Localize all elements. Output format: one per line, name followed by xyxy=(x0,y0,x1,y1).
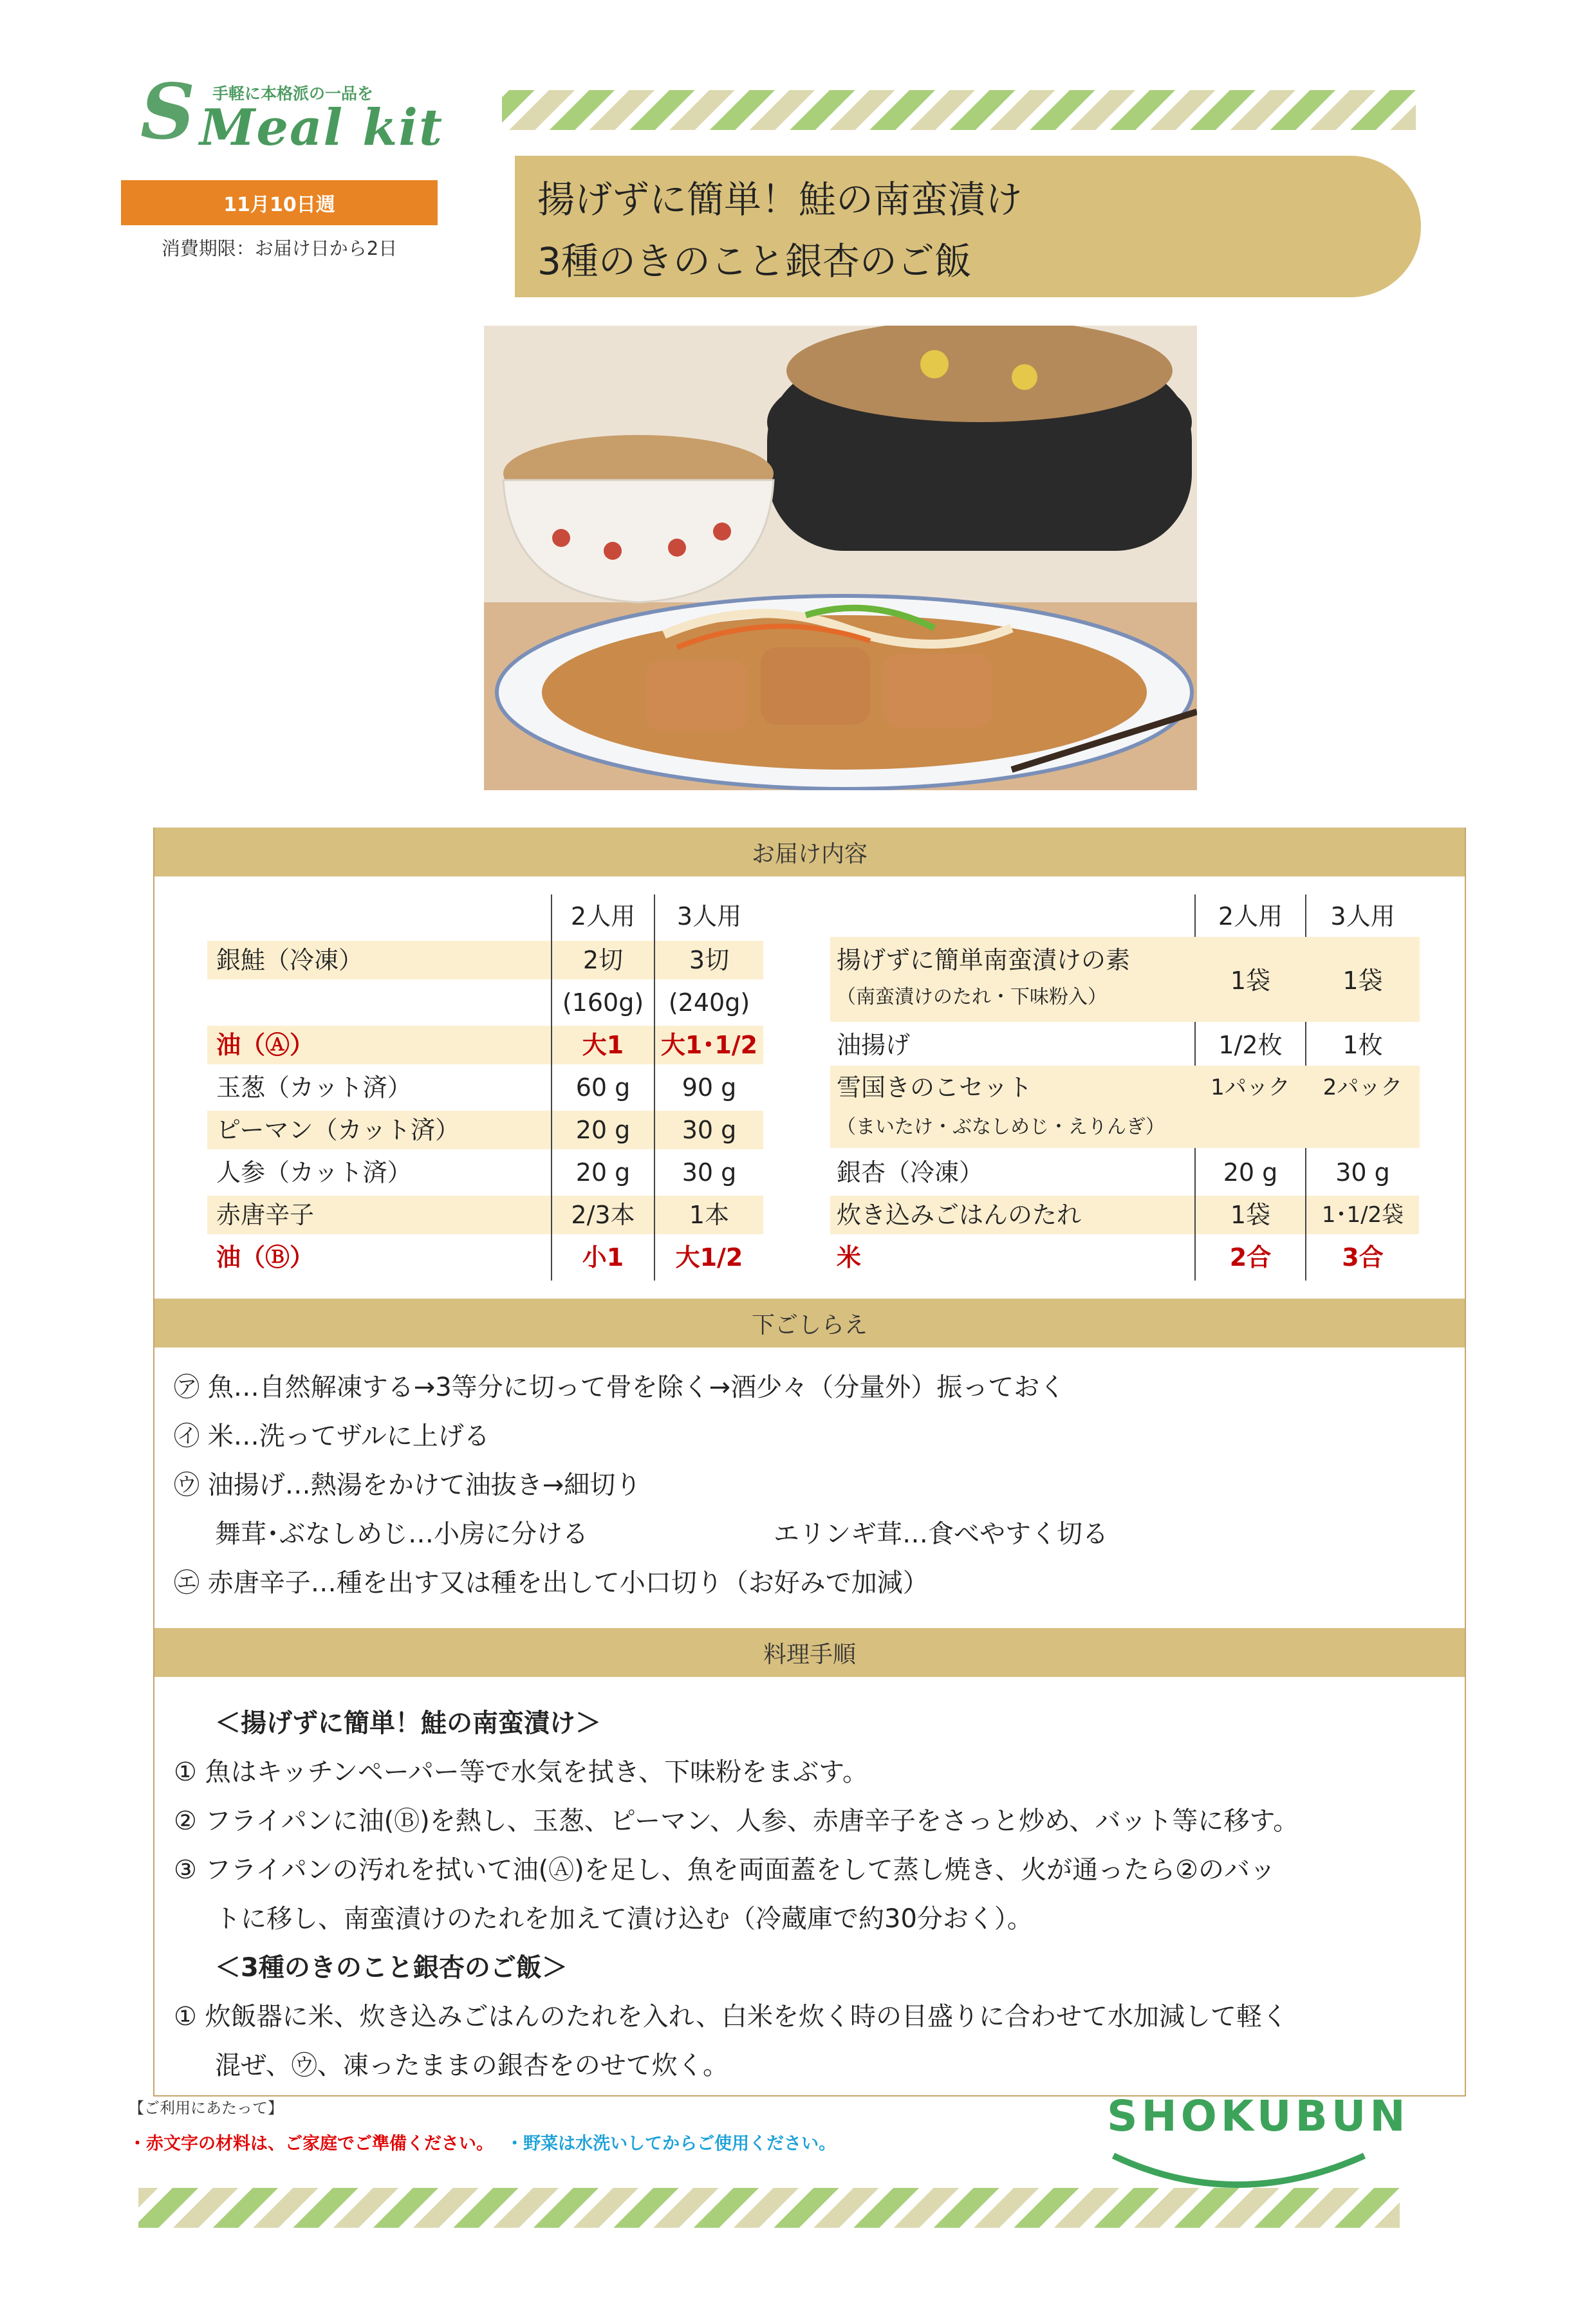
amount-2: 1/2枚 xyxy=(1218,1031,1283,1059)
amount-3: 30 g xyxy=(682,1158,737,1187)
amount-3: 1枚 xyxy=(1342,1031,1383,1059)
step-line: ③ フライパンの汚れを拭いて油(Ⓐ)を足し、魚を両面蓋をして蒸し焼き、火が通ったら②のバッ xyxy=(174,1855,1276,1885)
amount-3: 30 g xyxy=(655,1111,763,1149)
amount-3: 1本 xyxy=(655,1196,763,1234)
title-line-1: 揚げずに簡単！鮭の南蛮漬け xyxy=(537,178,1023,221)
amount-2: 小1 xyxy=(582,1243,624,1272)
prep-line: ㋑ 米…洗ってザルに上げる xyxy=(174,1421,490,1451)
left-header-3: 3人用 xyxy=(676,902,742,930)
notes-heading: 【ご利用にあたって】 xyxy=(129,2099,283,2117)
contents-heading: お届け内容 xyxy=(153,828,1466,876)
recipe-subheading: ＜3種のきのこと銀杏のご飯＞ xyxy=(215,1953,568,1983)
amount-3: 1･1/2袋 xyxy=(1306,1196,1419,1234)
brand-logo: SHOKUBUN xyxy=(1107,2091,1409,2141)
amount-3: 30 g xyxy=(1335,1158,1390,1187)
ingredient-name: 油揚げ xyxy=(837,1031,911,1059)
ingredient-name: 米 xyxy=(837,1243,862,1272)
amount-2: 大1 xyxy=(552,1026,654,1064)
amount-2: 2切 xyxy=(552,941,654,979)
amount-2: 2/3本 xyxy=(552,1196,654,1234)
step-line: ① 炊飯器に米、炊き込みごはんのたれを入れ、白米を炊く時の目盛りに合わせて水加減して軽く xyxy=(174,2002,1288,2032)
amount-3: 大1/2 xyxy=(675,1243,743,1272)
note-blue: ・野菜は水洗いしてからご使用ください。 xyxy=(506,2134,837,2154)
prep-line: ㋒ 油揚げ…熱湯をかけて油抜き→細切り xyxy=(174,1470,642,1500)
amount-3: (240g) xyxy=(668,988,750,1017)
amount-3: 2パック xyxy=(1322,1075,1403,1100)
logo-tagline: 手軽に本格派の一品を xyxy=(212,84,374,103)
right-header-3: 3人用 xyxy=(1330,902,1395,930)
amount-3: 1袋 xyxy=(1342,967,1383,995)
step-line: ① 魚はキッチンペーパー等で水気を拭き、下味粉をまぶす。 xyxy=(174,1757,868,1787)
ingredient-name: 炊き込みごはんのたれ xyxy=(830,1196,1194,1234)
usage-notes xyxy=(129,2095,836,2154)
amount-3: 大1･1/2 xyxy=(655,1026,763,1064)
ingredient-subtext: （南蛮漬けのたれ・下味粉入） xyxy=(837,986,1107,1008)
step-line: ② フライパンに油(Ⓑ)を熱し、玉葱、ピーマン、人参、赤唐辛子をさっと炒め、バット等に移す。 xyxy=(174,1806,1299,1836)
prep-line: エリンギ茸…食べやすく切る xyxy=(774,1519,1108,1549)
amount-2: 20 g xyxy=(552,1111,654,1149)
right-header-2: 2人用 xyxy=(1218,902,1283,930)
amount-3: 3切 xyxy=(655,941,763,979)
amount-2: 2合 xyxy=(1229,1243,1272,1272)
left-header-2: 2人用 xyxy=(570,902,636,930)
prep-heading: 下ごしらえ xyxy=(153,1299,1466,1347)
steps-heading: 料理手順 xyxy=(153,1628,1466,1677)
amount-2: (160g) xyxy=(562,988,644,1017)
ingredient-name: 雪国きのこセット xyxy=(837,1073,1033,1102)
amount-2: 1パック xyxy=(1211,1075,1290,1100)
ingredient-name: 玉葱（カット済） xyxy=(216,1073,412,1102)
expiry-text: 消費期限：お届け日から2日 xyxy=(161,237,398,259)
week-badge: 11月10日週 xyxy=(121,180,438,225)
ingredient-name: 人参（カット済） xyxy=(216,1158,412,1187)
amount-3: 90 g xyxy=(682,1073,737,1102)
ingredient-name: 油（Ⓐ） xyxy=(207,1026,551,1064)
step-line: 混ぜ、㋒、凍ったままの銀杏をのせて炊く。 xyxy=(215,2051,728,2080)
ingredient-name: 揚げずに簡単南蛮漬けの素 xyxy=(837,946,1131,974)
title-line-2: 3種のきのこと銀杏のご飯 xyxy=(537,239,972,283)
prep-line: ㋓ 赤唐辛子…種を出す又は種を出して小口切り（お好みで加減） xyxy=(174,1568,929,1598)
logo-name: Meal kit xyxy=(200,98,443,157)
amount-2: 20 g xyxy=(1223,1158,1278,1187)
prep-line: ㋐ 魚…自然解凍する→3等分に切って骨を除く→酒少々（分量外）振っておく xyxy=(174,1373,1066,1402)
amount-2: 20 g xyxy=(575,1158,631,1187)
amount-2: 1袋 xyxy=(1230,967,1271,995)
recipe-subheading: ＜揚げずに簡単！鮭の南蛮漬け＞ xyxy=(215,1708,601,1738)
logo-letter: S xyxy=(140,67,196,156)
amount-2: 60 g xyxy=(575,1073,631,1102)
amount-2: 1袋 xyxy=(1196,1196,1305,1234)
amount-3: 3合 xyxy=(1342,1243,1384,1272)
note-red: ・赤文字の材料は、ご家庭でご準備ください。 xyxy=(129,2134,494,2154)
ingredient-name: ピーマン（カット済） xyxy=(207,1111,551,1149)
ingredient-name: 油（Ⓑ） xyxy=(216,1243,315,1272)
ingredient-name: 銀鮭（冷凍） xyxy=(207,941,551,979)
ingredient-subtext: （まいたけ・ぶなしめじ・えりんぎ） xyxy=(837,1116,1165,1138)
decorative-stripe-bottom xyxy=(138,2188,1400,2228)
step-line: トに移し、南蛮漬けのたれを加えて漬け込む（冷蔵庫で約30分おく）。 xyxy=(215,1904,1033,1934)
ingredient-name: 赤唐辛子 xyxy=(207,1196,551,1234)
ingredient-name: 銀杏（冷凍） xyxy=(837,1158,984,1187)
prep-line: 舞茸･ぶなしめじ…小房に分ける xyxy=(215,1519,588,1549)
